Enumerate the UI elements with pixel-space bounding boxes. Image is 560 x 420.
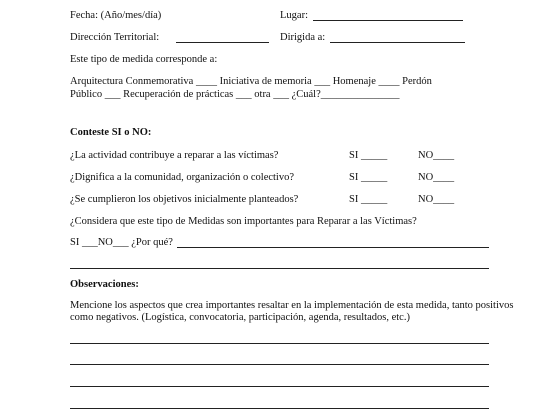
- por-que-answer-line[interactable]: [70, 268, 489, 269]
- importance-question: ¿Considera que este tipo de Medidas son importantes para Reparar a las Víctimas?: [70, 216, 417, 227]
- question-1-si[interactable]: SI _____: [349, 150, 388, 161]
- medida-question: Este tipo de medida corresponde a:: [70, 54, 218, 65]
- lugar-label: Lugar:: [280, 10, 308, 21]
- question-3-no[interactable]: NO____: [418, 194, 455, 205]
- dirigida-label: Dirigida a:: [280, 32, 326, 43]
- question-3-si[interactable]: SI _____: [349, 194, 388, 205]
- direccion-territorial-label: Dirección Territorial:: [70, 32, 160, 43]
- medida-options-line-1: Arquitectura Conmemorativa ____ Iniciativa de memoria ___ Homenaje ____ Perdón: [70, 76, 432, 87]
- question-2-si[interactable]: SI _____: [349, 172, 388, 183]
- importance-answer-prefix: SI ___NO___ ¿Por qué?: [70, 237, 173, 248]
- observaciones-title: Observaciones:: [70, 279, 139, 290]
- question-1-no[interactable]: NO____: [418, 150, 455, 161]
- medida-options-line-2: Público ___ Recuperación de prácticas ___ otra ___ ¿Cuál?_______________: [70, 89, 400, 100]
- observaciones-answer-line[interactable]: [70, 386, 489, 387]
- observaciones-instructions-line-2: como negativos. (Logística, convocatoria, participación, agenda, resultados, etc.): [70, 312, 410, 323]
- observaciones-answer-line[interactable]: [70, 408, 489, 409]
- dirigida-field[interactable]: [330, 42, 465, 43]
- direccion-territorial-field[interactable]: [176, 42, 269, 43]
- question-2-no[interactable]: NO____: [418, 172, 455, 183]
- por-que-answer-line[interactable]: [177, 247, 489, 248]
- observaciones-answer-line[interactable]: [70, 364, 489, 365]
- observaciones-answer-line[interactable]: [70, 343, 489, 344]
- si-no-title: Conteste SI o NO:: [70, 127, 152, 138]
- question-3: ¿Se cumplieron los objetivos inicialmente planteados?: [70, 194, 299, 205]
- lugar-field[interactable]: [313, 20, 463, 21]
- question-2: ¿Dignifica a la comunidad, organización o colectivo?: [70, 172, 295, 183]
- observaciones-instructions-line-1: Mencione los aspectos que crea importantes resaltar en la implementación de esta medida, tanto positivos: [70, 300, 514, 311]
- fecha-label: Fecha: (Año/mes/día): [70, 10, 162, 21]
- question-1: ¿La actividad contribuye a reparar a las víctimas?: [70, 150, 279, 161]
